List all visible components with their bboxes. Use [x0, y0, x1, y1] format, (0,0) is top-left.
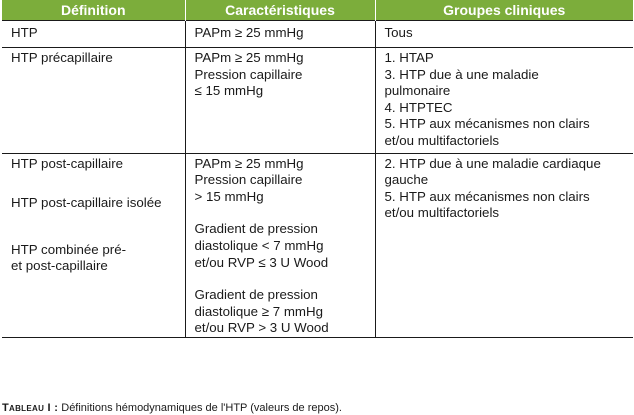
characteristics-cell	[185, 153, 375, 337]
cell-line: 4. HTPTEC	[384, 99, 453, 115]
spacer	[11, 172, 179, 195]
table-row	[2, 21, 633, 48]
cell-line: pulmonaire	[384, 83, 451, 99]
characteristics-cell	[185, 48, 375, 154]
cell-line: Gradient de pression	[194, 221, 318, 237]
spacer	[11, 212, 179, 242]
caption-label: Tableau I :	[2, 402, 59, 414]
cell-line: HTP combinée pré-	[11, 241, 127, 257]
cell-line: et/ou multifactoriels	[384, 132, 500, 148]
cell-line: 2. HTP due à une maladie cardiaque	[384, 155, 601, 171]
table-row	[2, 153, 633, 337]
cell-line: et post-capillaire	[11, 258, 108, 274]
cell-line: HTP post-capillaire	[11, 155, 124, 171]
cell-line: ≤ 15 mmHg	[194, 83, 264, 99]
cell-line: Pression capillaire	[194, 66, 303, 82]
definition-cell: HTP	[2, 21, 185, 48]
header-definition: Définition	[2, 0, 185, 21]
cell-line: diastolique < 7 mmHg	[194, 237, 324, 253]
cell-line: Gradient de pression	[194, 287, 318, 303]
cell-line: PAPm ≥ 25 mmHg	[194, 155, 304, 171]
header-clinical-groups: Groupes cliniques	[375, 0, 633, 21]
cell-line: diastolique ≥ 7 mmHg	[194, 303, 324, 319]
cell-line: PAPm ≥ 25 mmHg	[194, 50, 304, 65]
cell-line: 1. HTAP	[384, 50, 434, 65]
definitions-table	[2, 0, 633, 338]
cell-line: 5. HTP aux mécanismes non clairs	[384, 188, 590, 204]
table-caption	[2, 402, 342, 415]
cell-line: HTP post-capillaire isolée	[11, 195, 162, 211]
definition-cell	[2, 153, 185, 337]
clinical-groups-cell: Tous	[375, 21, 633, 48]
header-characteristics: Caractéristiques	[185, 0, 375, 21]
spacer	[195, 271, 369, 287]
clinical-groups-cell	[375, 153, 633, 337]
caption-text: Définitions hémodynamiques de l'HTP (valeurs de repos).	[61, 402, 342, 414]
cell-line: Pression capillaire	[194, 172, 303, 188]
cell-line: et/ou multifactoriels	[384, 205, 500, 221]
table-row	[2, 48, 633, 154]
definition-cell: HTP précapillaire	[2, 48, 185, 154]
characteristics-cell: PAPm ≥ 25 mmHg	[185, 21, 375, 48]
cell-line: 3. HTP due à une maladie	[384, 66, 539, 82]
spacer	[195, 205, 369, 221]
header-row	[2, 0, 633, 21]
cell-line: > 15 mmHg	[194, 188, 264, 204]
cell-line: 5. HTP aux mécanismes non clairs	[384, 116, 590, 132]
clinical-groups-cell	[375, 48, 633, 154]
cell-line: et/ou RVP > 3 U Wood	[194, 320, 329, 336]
cell-line: et/ou RVP ≤ 3 U Wood	[194, 254, 329, 270]
cell-line: gauche	[384, 172, 429, 188]
